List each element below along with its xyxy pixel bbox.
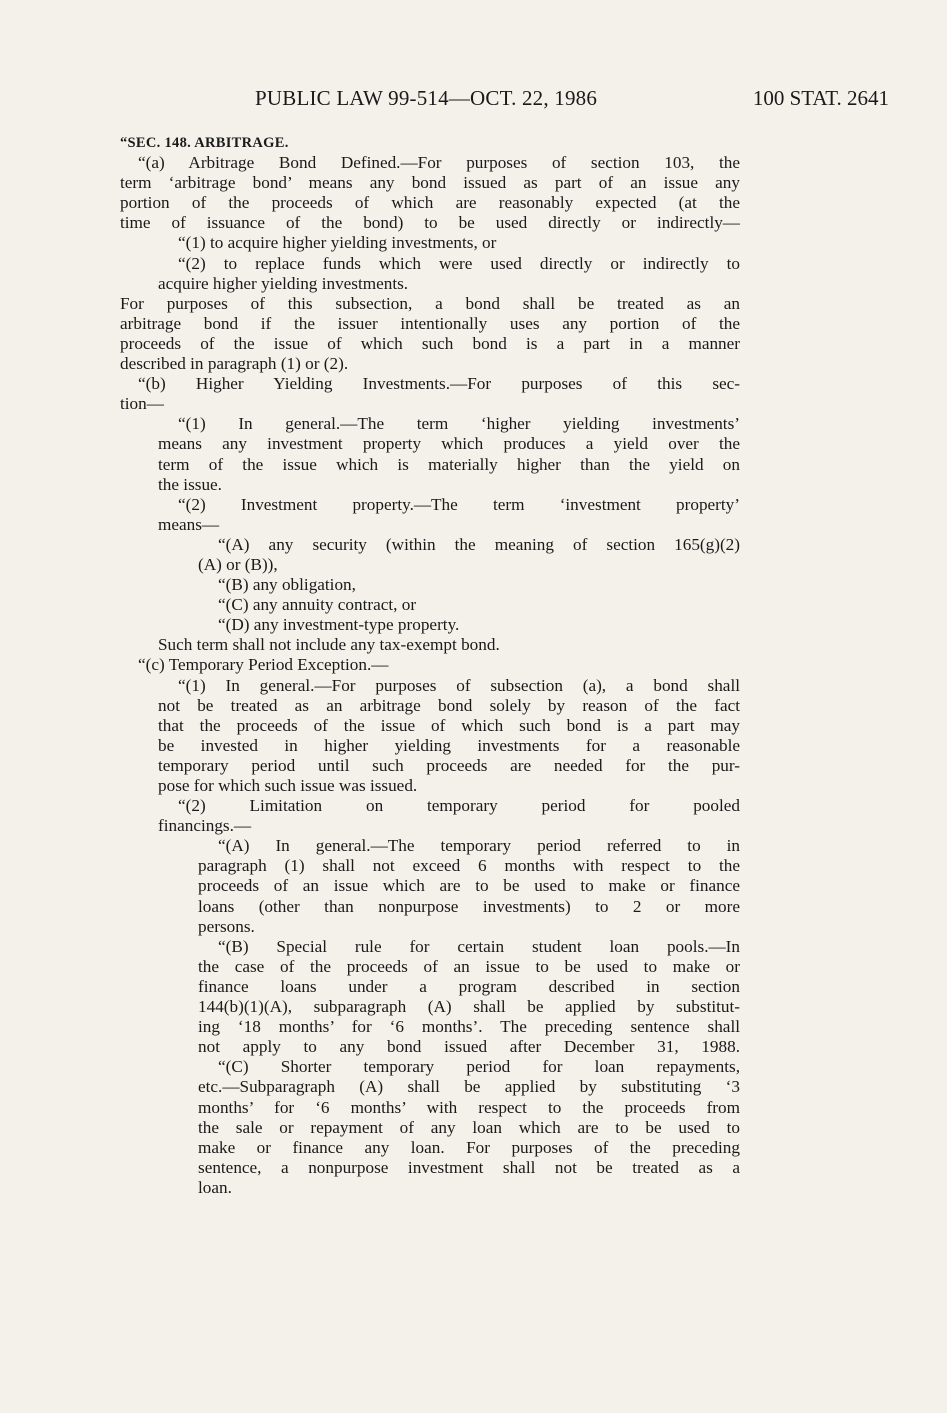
text-line: “(1) In general.—The term ‘higher yielding investments’ — [178, 414, 740, 434]
text-line: temporary period until such proceeds are needed for the pur- — [158, 755, 740, 775]
text-line: time of issuance of the bond) to be used directly or indirectly— — [120, 213, 740, 233]
text-line: proceeds of the issue of which such bond is a part in a manner — [120, 333, 740, 353]
text-line: portion of the proceeds of which are reasonably expected (at the — [120, 193, 740, 213]
header-title: PUBLIC LAW 99-514—OCT. 22, 1986 — [255, 86, 598, 110]
page-header — [0, 86, 947, 116]
text-line: “(1) In general.—For purposes of subsection (a), a bond shall — [178, 675, 740, 695]
text-line: ing ‘18 months’ for ‘6 months’. The preceding sentence shall — [198, 1017, 740, 1037]
statute-text — [120, 133, 740, 1198]
text-line: “(b) Higher Yielding Investments.—For purposes of this sec- — [138, 374, 740, 394]
text-line: acquire higher yielding investments. — [158, 273, 409, 293]
text-line: described in paragraph (1) or (2). — [120, 354, 349, 374]
text-line: proceeds of an issue which are to be used to make or finance — [198, 876, 740, 896]
text-line: term ‘arbitrage bond’ means any bond issued as part of an issue any — [120, 173, 740, 193]
text-line: sentence, a nonpurpose investment shall not be treated as a — [198, 1157, 740, 1177]
text-line: For purposes of this subsection, a bond shall be treated as an — [120, 293, 740, 313]
text-line: “(2) Limitation on temporary period for pooled — [178, 796, 740, 816]
text-line: the sale or repayment of any loan which are to be used to — [198, 1117, 740, 1137]
text-line: financings.— — [158, 816, 252, 836]
text-line: not apply to any bond issued after December 31, 1988. — [198, 1037, 740, 1057]
text-line: paragraph (1) shall not exceed 6 months with respect to the — [198, 856, 740, 876]
text-line: tion— — [120, 394, 164, 414]
text-line: “(C) Shorter temporary period for loan repayments, — [218, 1057, 740, 1077]
text-line: (A) or (B)), — [198, 554, 278, 574]
text-line: Such term shall not include any tax-exempt bond. — [158, 635, 500, 655]
text-line: loans (other than nonpurpose investments) to 2 or more — [198, 896, 740, 916]
text-line: 144(b)(1)(A), subparagraph (A) shall be applied by substitut- — [198, 997, 740, 1017]
text-line: “(A) any security (within the meaning of section 165(g)(2) — [218, 534, 740, 554]
text-line: pose for which such issue was issued. — [158, 776, 418, 795]
text-line: means any investment property which produces a yield over the — [158, 434, 740, 454]
text-line: “(D) any investment-type property. — [218, 615, 460, 635]
text-line: be invested in higher yielding investments for a reasonable — [158, 735, 740, 755]
text-line: etc.—Subparagraph (A) shall be applied by substituting ‘3 — [198, 1077, 740, 1097]
text-line: persons. — [198, 916, 255, 936]
text-line: finance loans under a program described in section — [198, 976, 740, 996]
text-line: “(1) to acquire higher yielding investments, or — [178, 233, 497, 253]
text-line: term of the issue which is materially higher than the yield on — [158, 454, 740, 474]
text-line: “SEC. 148. ARBITRAGE. — [120, 135, 289, 151]
text-line: “(a) Arbitrage Bond Defined.—For purposes of section 103, the — [138, 153, 740, 173]
text-line: not be treated as an arbitrage bond solely by reason of the fact — [158, 695, 740, 715]
text-line: months’ for ‘6 months’ with respect to the proceeds from — [198, 1097, 740, 1117]
text-line: “(c) Temporary Period Exception.— — [138, 655, 389, 675]
text-line: means— — [158, 514, 220, 534]
text-line: “(2) Investment property.—The term ‘investment property’ — [178, 494, 740, 514]
text-line: “(A) In general.—The temporary period referred to in — [218, 836, 740, 856]
text-line: “(B) Special rule for certain student loan pools.—In — [218, 936, 740, 956]
header-stat-page: 100 STAT. 2641 — [752, 86, 889, 110]
text-line: loan. — [198, 1177, 232, 1197]
text-line: the case of the proceeds of an issue to be used to make or — [198, 956, 740, 976]
text-line: arbitrage bond if the issuer intentionally uses any portion of the — [120, 313, 740, 333]
text-line: make or finance any loan. For purposes of the preceding — [198, 1137, 740, 1157]
text-line: the issue. — [158, 474, 222, 494]
text-line: that the proceeds of the issue of which such bond is a part may — [158, 715, 740, 735]
text-line: “(2) to replace funds which were used directly or indirectly to — [178, 253, 740, 273]
text-line: “(B) any obligation, — [218, 575, 356, 595]
text-line: “(C) any annuity contract, or — [218, 595, 417, 615]
